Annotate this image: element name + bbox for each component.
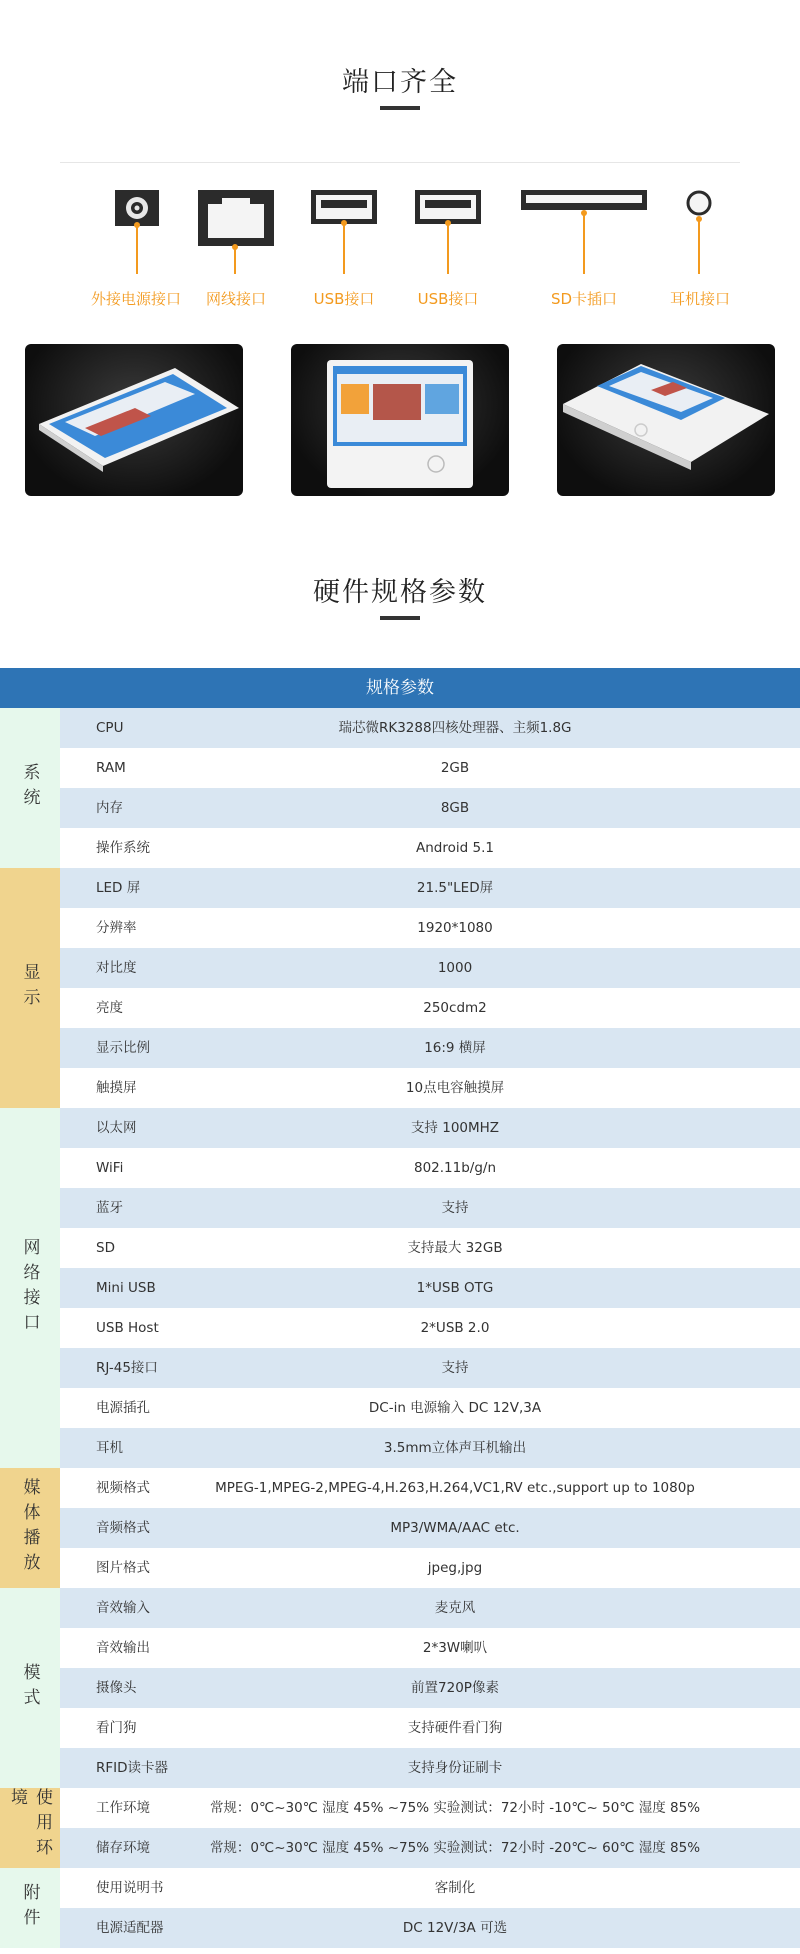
spec-row bbox=[60, 1788, 800, 1828]
spec-row bbox=[60, 1308, 800, 1348]
spec-row-value: DC-in 电源输入 DC 12V,3A bbox=[368, 1400, 542, 1416]
spec-row-value: 16:9 横屏 bbox=[424, 1040, 486, 1056]
leader-line bbox=[583, 212, 585, 274]
dc-power-jack-icon bbox=[115, 190, 159, 226]
spec-row-value: 1000 bbox=[437, 960, 473, 976]
spec-row-value: 客制化 bbox=[434, 1880, 476, 1896]
spec-row-name: 以太网 bbox=[96, 1120, 137, 1136]
spec-row bbox=[60, 828, 800, 868]
product-photo-right bbox=[557, 344, 775, 496]
spec-row bbox=[60, 1868, 800, 1908]
spec-row-value: 3.5mm立体声耳机输出 bbox=[383, 1440, 527, 1456]
ports-title-underline bbox=[380, 106, 420, 110]
leader-dot bbox=[134, 222, 140, 228]
spec-row-value: 10点电容触摸屏 bbox=[405, 1080, 505, 1096]
spec-row-name: Mini USB bbox=[96, 1280, 156, 1296]
spec-row-name: 音效输出 bbox=[96, 1640, 150, 1656]
spec-row-value: 麦克风 bbox=[434, 1600, 476, 1616]
spec-row bbox=[60, 948, 800, 988]
usb-port-icon bbox=[311, 190, 377, 224]
spec-row-value: 250cdm2 bbox=[423, 1000, 487, 1016]
spec-row-name: 分辨率 bbox=[96, 920, 137, 936]
port-label-dc-power: 外接电源接口 bbox=[90, 290, 181, 308]
spec-row bbox=[60, 1148, 800, 1188]
spec-row-value: 支持硬件看门狗 bbox=[407, 1720, 503, 1736]
spec-row-name: 亮度 bbox=[96, 1000, 123, 1016]
ports-section-title: 端口齐全 bbox=[342, 67, 458, 98]
spec-row bbox=[60, 1588, 800, 1628]
spec-row bbox=[60, 988, 800, 1028]
port-label-usb-2: USB接口 bbox=[417, 290, 479, 308]
spec-row-value: 802.11b/g/n bbox=[413, 1160, 497, 1176]
spec-group bbox=[0, 1588, 800, 1788]
spec-row-value: 支持 bbox=[441, 1360, 469, 1376]
spec-row-value: 瑞芯微RK3288四核处理器、主频1.8G bbox=[338, 720, 572, 736]
spec-group bbox=[0, 1788, 800, 1868]
ethernet-port-icon bbox=[198, 190, 274, 246]
spec-row bbox=[60, 1068, 800, 1108]
spec-row-name: 摄像头 bbox=[96, 1680, 137, 1696]
spec-row bbox=[60, 868, 800, 908]
spec-row-name: RJ-45接口 bbox=[96, 1360, 158, 1376]
spec-row-value: 8GB bbox=[440, 800, 470, 816]
spec-group-label bbox=[0, 1588, 60, 1788]
spec-group-label bbox=[0, 1108, 60, 1468]
spec-row bbox=[60, 1748, 800, 1788]
spec-row bbox=[60, 788, 800, 828]
spec-row-name: 耳机 bbox=[96, 1440, 123, 1456]
spec-group-label-text: 显示 bbox=[19, 963, 40, 1013]
spec-group-label-text: 使用环境 bbox=[7, 1788, 52, 1863]
spec-row-value: 1*USB OTG bbox=[416, 1280, 494, 1296]
spec-group-label-text: 附件 bbox=[19, 1883, 40, 1933]
spec-row-name: 音效输入 bbox=[96, 1600, 150, 1616]
spec-row bbox=[60, 1468, 800, 1508]
spec-row-value: 常规：0℃~30℃ 湿度 45% ~75% 实验测试：72小时 -20℃~ 60℃ 湿度 85% bbox=[209, 1840, 701, 1856]
spec-row-name: 蓝牙 bbox=[96, 1200, 123, 1216]
spec-row-value: 支持 bbox=[441, 1200, 469, 1216]
leader-line bbox=[234, 246, 236, 274]
spec-group-label bbox=[0, 868, 60, 1108]
spec-row bbox=[60, 908, 800, 948]
leader-dot bbox=[696, 216, 702, 222]
spec-row-value: 2*3W喇叭 bbox=[422, 1640, 488, 1656]
spec-row-name: 使用说明书 bbox=[96, 1880, 164, 1896]
port-label-sd-card: SD卡插口 bbox=[550, 290, 618, 308]
spec-row bbox=[60, 1028, 800, 1068]
spec-row-name: RFID读卡器 bbox=[96, 1760, 169, 1776]
spec-group-label-text: 媒体播放 bbox=[19, 1478, 40, 1578]
leader-line bbox=[343, 222, 345, 274]
spec-row-name: 电源适配器 bbox=[96, 1920, 164, 1936]
leader-dot bbox=[581, 210, 587, 216]
spec-row bbox=[60, 1348, 800, 1388]
leader-dot bbox=[445, 220, 451, 226]
spec-row-value: 支持身份证刷卡 bbox=[407, 1760, 503, 1776]
leader-line bbox=[136, 224, 138, 274]
spec-row-name: 图片格式 bbox=[96, 1560, 150, 1576]
spec-group bbox=[0, 1108, 800, 1468]
product-photo-center bbox=[291, 344, 509, 496]
spec-group bbox=[0, 1868, 800, 1948]
sd-card-slot-icon bbox=[521, 190, 647, 210]
leader-dot bbox=[341, 220, 347, 226]
port-label-ethernet: 网线接口 bbox=[205, 290, 266, 308]
spec-row-value: 支持 100MHZ bbox=[410, 1120, 500, 1136]
spec-row-name: 音频格式 bbox=[96, 1520, 150, 1536]
usb-port-icon bbox=[415, 190, 481, 224]
spec-row bbox=[60, 1268, 800, 1308]
spec-row bbox=[60, 1628, 800, 1668]
spec-row bbox=[60, 708, 800, 748]
spec-row-value: 前置720P像素 bbox=[411, 1680, 499, 1696]
spec-row-name: CPU bbox=[96, 720, 124, 736]
spec-group-label-text: 系统 bbox=[19, 763, 40, 813]
leader-line bbox=[698, 218, 700, 274]
spec-row-name: 触摸屏 bbox=[96, 1080, 137, 1096]
leader-line bbox=[447, 222, 449, 274]
spec-row bbox=[60, 1228, 800, 1268]
spec-row-value: 常规：0℃~30℃ 湿度 45% ~75% 实验测试：72小时 -10℃~ 50℃ 湿度 85% bbox=[209, 1800, 701, 1816]
spec-row-name: WiFi bbox=[96, 1160, 124, 1176]
spec-row-name: 看门狗 bbox=[96, 1720, 137, 1736]
spec-group-label bbox=[0, 1468, 60, 1588]
spec-row-name: USB Host bbox=[96, 1320, 159, 1336]
spec-group-label-text: 网络接口 bbox=[19, 1238, 40, 1338]
spec-row bbox=[60, 1828, 800, 1868]
spec-row-value: 2GB bbox=[440, 760, 470, 776]
spec-row-name: 内存 bbox=[96, 800, 123, 816]
spec-row bbox=[60, 748, 800, 788]
spec-row bbox=[60, 1708, 800, 1748]
spec-row-value: MP3/WMA/AAC etc. bbox=[390, 1520, 520, 1536]
spec-group-label bbox=[0, 708, 60, 868]
spec-row-value: 支持最大 32GB bbox=[407, 1240, 503, 1256]
spec-row bbox=[60, 1668, 800, 1708]
headphone-jack-icon bbox=[686, 190, 712, 216]
spec-row-name: SD bbox=[96, 1240, 115, 1256]
spec-row-name: 工作环境 bbox=[96, 1800, 150, 1816]
spec-row-name: RAM bbox=[96, 760, 126, 776]
spec-row-value: 1920*1080 bbox=[417, 920, 493, 936]
spec-row-name: 显示比例 bbox=[96, 1040, 150, 1056]
spec-group-label bbox=[0, 1868, 60, 1948]
spec-row-name: 对比度 bbox=[96, 960, 137, 976]
spec-row-value: Android 5.1 bbox=[416, 840, 494, 856]
spec-row bbox=[60, 1508, 800, 1548]
spec-row-name: 储存环境 bbox=[96, 1840, 150, 1856]
port-label-headphone: 耳机接口 bbox=[669, 290, 730, 308]
spec-row bbox=[60, 1548, 800, 1588]
spec-row bbox=[60, 1428, 800, 1468]
spec-group bbox=[0, 868, 800, 1108]
spec-section-title: 硬件规格参数 bbox=[313, 577, 487, 608]
spec-group-label-text: 模式 bbox=[19, 1663, 40, 1713]
spec-row bbox=[60, 1388, 800, 1428]
spec-row-name: 视频格式 bbox=[96, 1480, 150, 1496]
spec-row-value: MPEG-1,MPEG-2,MPEG-4,H.263,H.264,VC1,RV etc.,support up to 1080p bbox=[215, 1480, 695, 1496]
port-label-usb-1: USB接口 bbox=[313, 290, 375, 308]
product-photo-left bbox=[25, 344, 243, 496]
spec-row-name: 电源插孔 bbox=[96, 1400, 150, 1416]
spec-title-underline bbox=[380, 616, 420, 620]
spec-row-name: LED 屏 bbox=[96, 880, 141, 896]
spec-row-name: 操作系统 bbox=[96, 840, 150, 856]
spec-row bbox=[60, 1108, 800, 1148]
spec-group bbox=[0, 708, 800, 868]
spec-row bbox=[60, 1908, 800, 1948]
spec-row bbox=[60, 1188, 800, 1228]
spec-row-value: 2*USB 2.0 bbox=[420, 1320, 490, 1336]
spec-row-value: 21.5"LED屏 bbox=[416, 880, 494, 896]
spec-row-value: jpeg,jpg bbox=[427, 1560, 483, 1576]
leader-dot bbox=[232, 244, 238, 250]
spec-group bbox=[0, 1468, 800, 1588]
ports-divider bbox=[60, 162, 740, 163]
spec-group-label bbox=[0, 1788, 60, 1868]
spec-row-value: DC 12V/3A 可选 bbox=[402, 1920, 508, 1936]
spec-table-header: 规格参数 bbox=[0, 668, 800, 708]
